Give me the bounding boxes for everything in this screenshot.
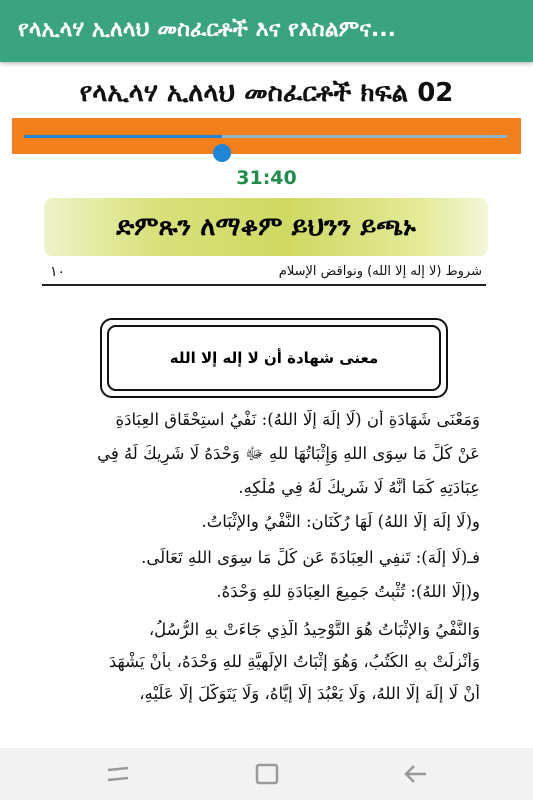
stop-audio-label: ድምጹን ለማቆም ይህንን ይጫኑ: [116, 212, 416, 242]
home-icon[interactable]: [253, 762, 281, 786]
text-line: و(إِلَّا اللهُ): تُثْبِتُ جَمِيعَ العِبَادَةِ للهِ وَحْدَهُ.: [216, 582, 480, 601]
text-line: عَنْ كُلِّ مَا سِوَى اللهِ وَإِثْبَاتُهَا للهِ ﷻ وَحْدَهُ لَا شَرِيكَ لَهُ فِي: [97, 444, 480, 463]
text-line: وَالنَّفْيُ وَالإِثْبَاتُ هُوَ التَّوْحِيدُ الَّذِي جَاءَتْ بِهِ الرُّسُلُ،: [148, 620, 480, 639]
page-header: [42, 262, 486, 286]
section-title: معنى شهادة أن لا إله إلا الله: [169, 349, 379, 367]
text-line: وَمَعْنَى شَهَادَةِ أن (لَا إِلَهَ إِلَّا اللهُ): نَفْيُ استِحْقَاقِ العِبَادَةِ: [115, 410, 480, 429]
title-frame-inner: [107, 325, 441, 391]
page-number: ١٠: [50, 264, 66, 280]
seek-track[interactable]: [24, 135, 507, 138]
text-line: عِبَادَتِهِ كَمَا أَنَّهُ لَا شَرِيكَ لَهُ فِي مُلْكِهِ.: [238, 478, 480, 497]
seek-thumb[interactable]: [213, 144, 231, 162]
text-line: فـ(لَا إِلَهَ): تَنفِي العِبَادَةَ عَن كُلِّ مَا سِوَى اللهِ تَعَالَى.: [141, 548, 480, 567]
text-line: أَنْ لَا إِلَهَ إِلَّا اللهُ، وَلَا يَعْبُدَ إِلَّا إِيَّاهُ، وَلَا يَتَوَكَّلَ إِلَّا عَلَيْهِ،: [139, 684, 480, 703]
seek-progress: [24, 135, 222, 138]
current-time: 31:40: [236, 167, 297, 189]
seek-bar[interactable]: [12, 118, 521, 154]
text-line: و(لَا إِلَهَ إِلَّا اللهُ) لَهَا رُكْنَانِ: النَّفْيُ والإِثْبَاتُ.: [201, 512, 480, 531]
document-page: [30, 262, 486, 740]
text-line: وَأُنْزِلَتْ بِهِ الكُتُبُ، وَهُوَ إِثْبَاتُ الإِلَهِيَّةِ للهِ وَحْدَهُ، بِأَنْ يَشْهَدَ: [108, 652, 480, 671]
app-bar: [0, 0, 533, 62]
track-title: የላኢላሃ ኢለላህ መስፈርቶች ክፍል 02: [79, 78, 454, 108]
back-icon[interactable]: [402, 762, 430, 786]
recents-icon[interactable]: [104, 762, 132, 786]
app-title: የላኢላሃ ኢለላህ መስፈርቶች እና የእስልምና...: [18, 17, 396, 42]
title-frame: [100, 318, 448, 398]
system-nav-bar: [0, 748, 533, 800]
stop-audio-button[interactable]: [44, 198, 488, 256]
running-header: شروط (لا إله إلا الله) ونواقض الإسلام: [278, 264, 482, 279]
